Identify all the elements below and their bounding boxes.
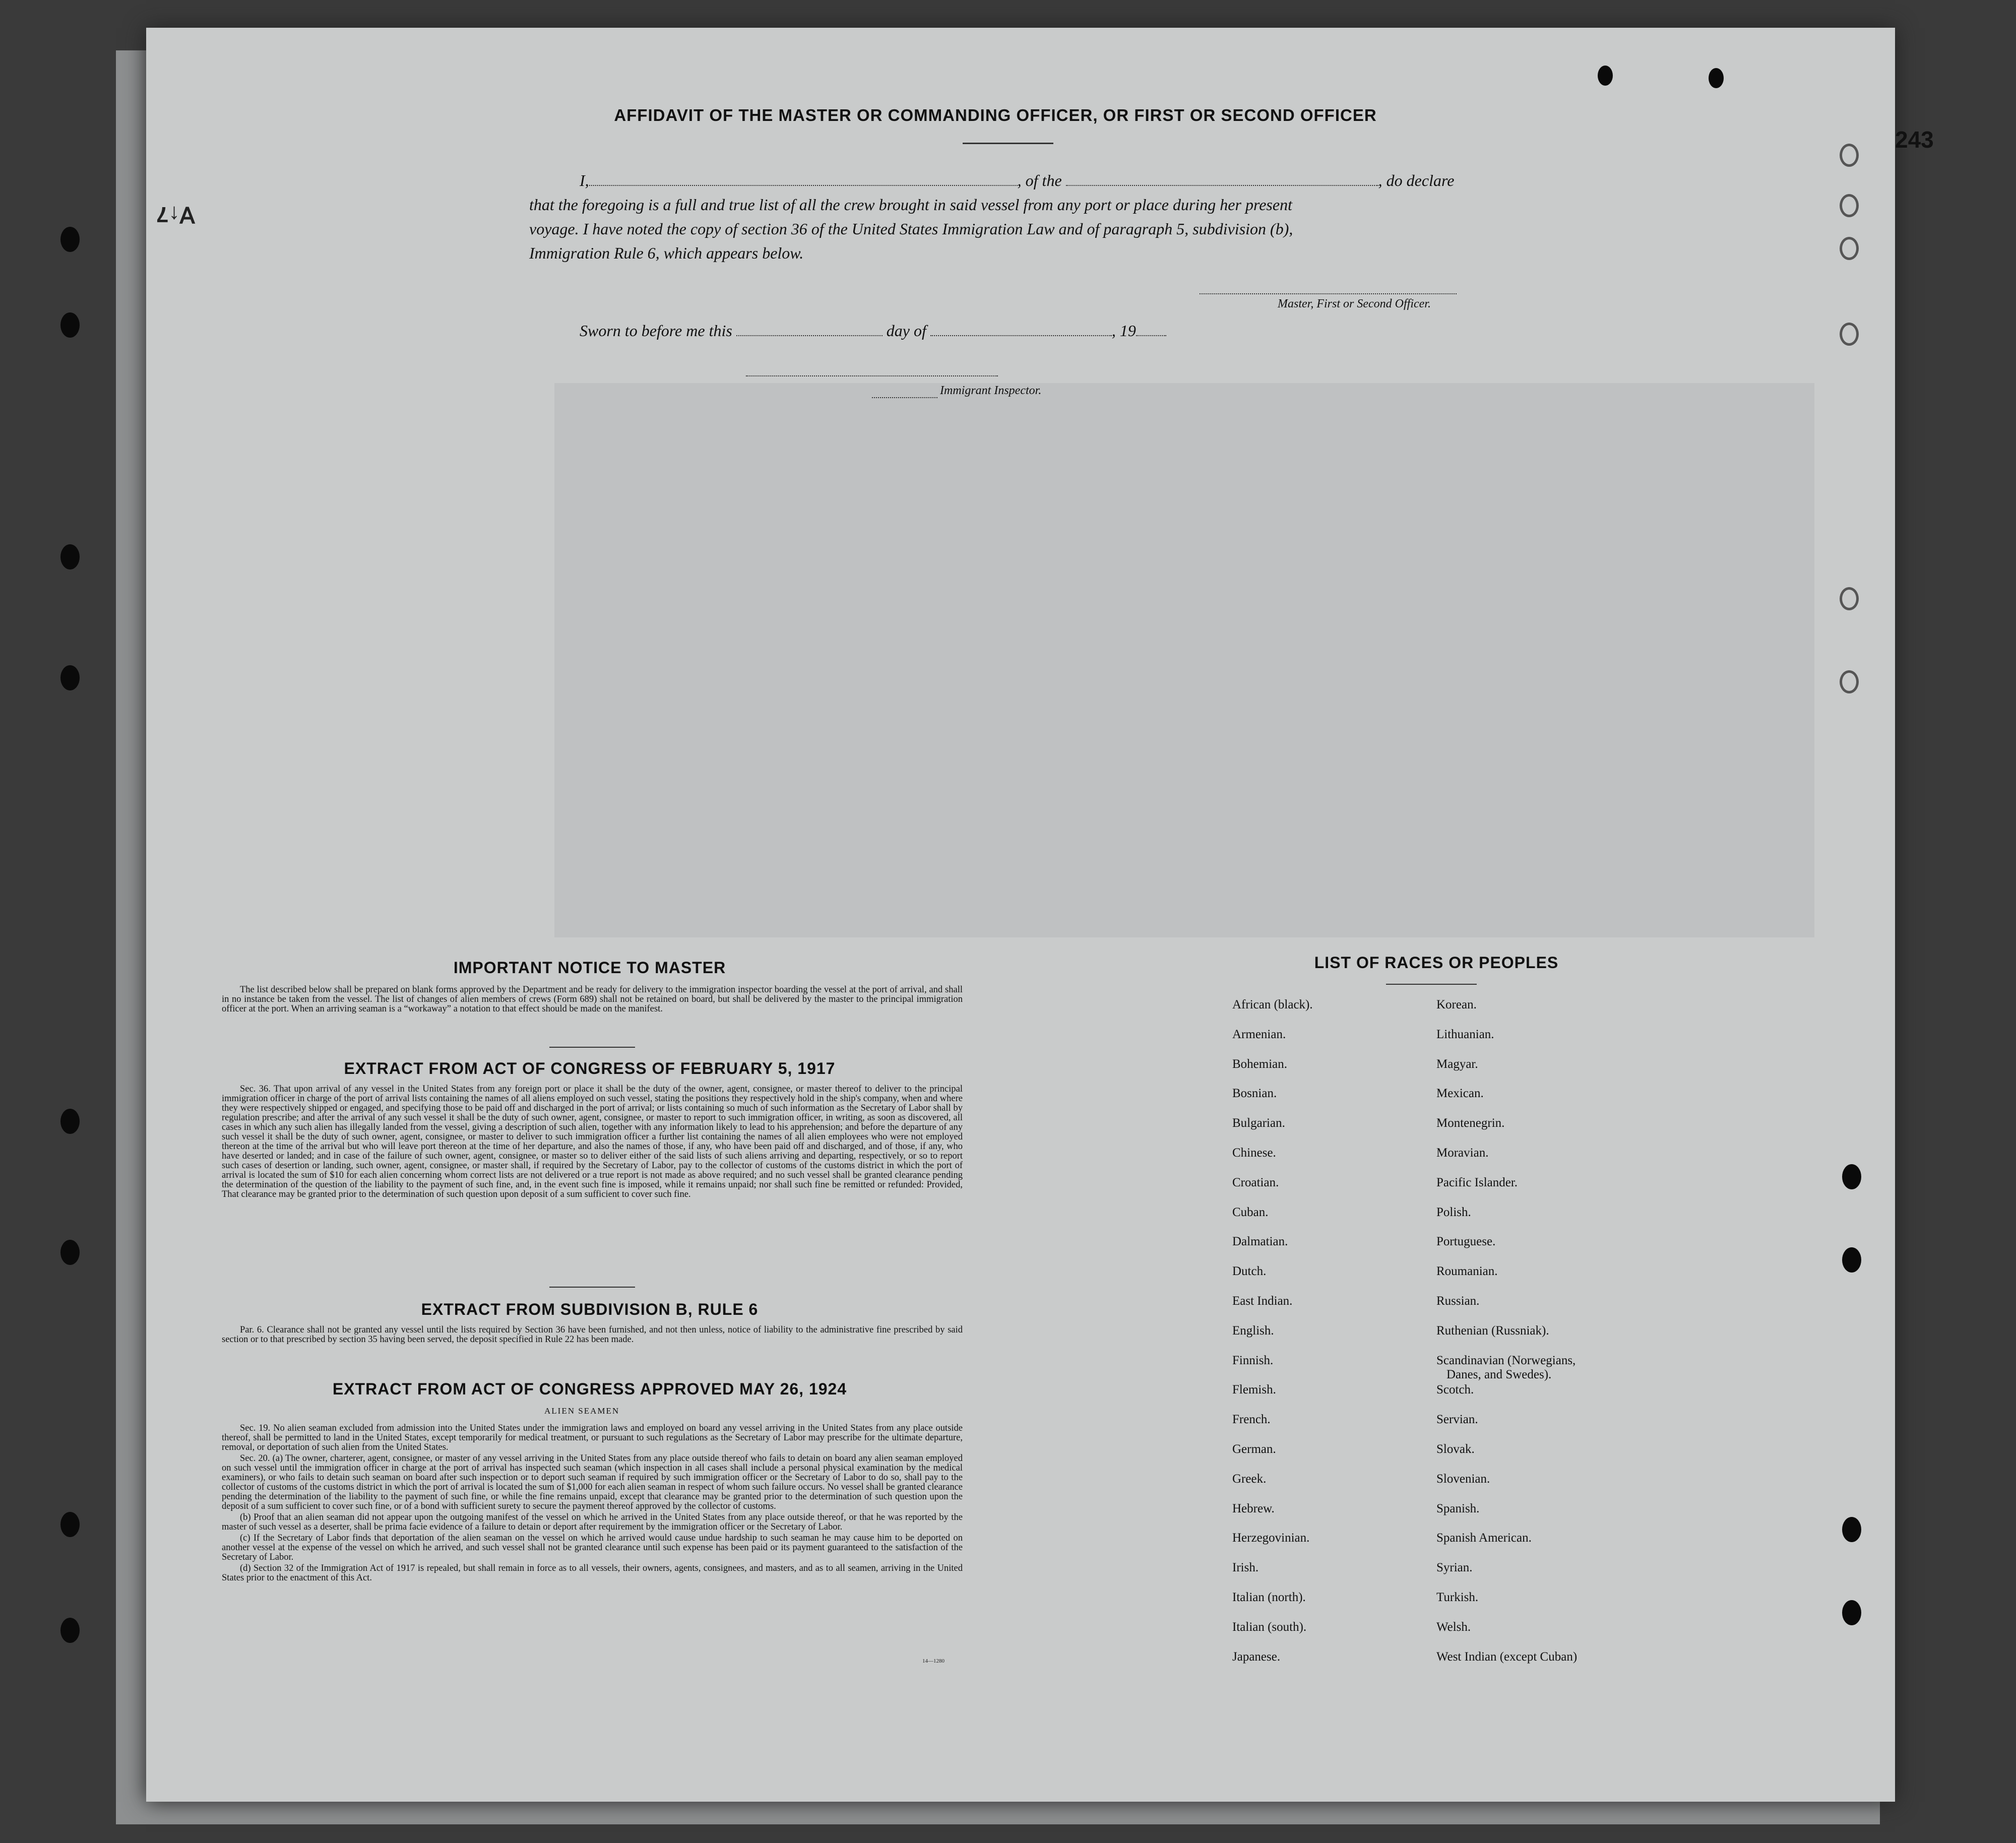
sec-20a-paragraph: Sec. 20. (a) The owner, charterer, agent, consignee, or master of any vessel arriving in the United States from any place outside thereof who fails to detain on board any alien seaman employed on such vessel until the immigration officer in charge at the port of arrival has inspected such seaman (which inspection in all cases shall include a personal physical examination by the medical examiners), or who fails to detain such seaman on board after such inspection or to deport such seaman if required by such immigration officer or the Secretary of Labor to do so, shall pay to the collector of customs of the customs district in which the port of arrival is located the sum of $1,000 for each alien seaman in respect of whom such failure occurs. No vessel shall be granted clearance pending the determination of the liability to the payment of such fine, or while the fine remains unpaid, except that clearance may be granted prior to the determination of such question upon the deposit of a sum sufficient to cover such fine, or of a bond with sufficient surety to secure the payment thereof approved by the collector of customs.: [222, 1453, 963, 1511]
race-item: Russian.: [1436, 1294, 1480, 1308]
race-item: Servian.: [1436, 1413, 1478, 1427]
divider: [1386, 984, 1477, 985]
sec-20b-paragraph: (b) Proof that an alien seaman did not appear upon the outgoing manifest of the vessel on which he arrived in the United States from any place outside thereof, or that he was reported by the master of such vessel as a deserter, shall be prima facie evidence of a failure to detain or deport after requirement by the immigration officer or the Secretary of Labor.: [222, 1512, 963, 1532]
alien-seamen-subtitle: ALIEN SEAMEN: [544, 1406, 620, 1416]
binder-hole-icon: [60, 544, 80, 569]
binder-hole-icon: [1598, 66, 1613, 86]
race-item: Scandinavian (Norwegians,: [1436, 1353, 1576, 1367]
binder-hole-icon: [60, 1512, 80, 1537]
binder-hole-icon: [60, 1109, 80, 1134]
inspector-label: Immigrant Inspector.: [940, 384, 1042, 397]
notice-paragraph: The list described below shall be prepared on blank forms approved by the Department and be ready for delivery to the immigration inspector boarding the vessel at the port of arrival, and shall in no instance be taken from the vessel. The list of changes of alien members of crews (Form 689) shall not be retained on board, but shall be delivered by the master to the principal immigration officer at the port. When an arriving seaman is a “workaway” a notation to that effect should be made on the manifest.: [222, 985, 963, 1014]
race-item: Bohemian.: [1232, 1057, 1288, 1071]
extract-rule6-title: EXTRACT FROM SUBDIVISION B, RULE 6: [421, 1300, 759, 1318]
inspector-signature-line: [746, 375, 998, 376]
race-item: Pacific Islander.: [1436, 1175, 1518, 1189]
race-item: Flemish.: [1232, 1383, 1276, 1397]
race-item: Armenian.: [1232, 1027, 1286, 1041]
notice-text: [222, 985, 963, 1015]
binder-hole-icon: [1842, 1600, 1861, 1625]
affidavit-line-1: [580, 171, 1454, 190]
race-item: Mexican.: [1436, 1087, 1484, 1101]
ring-hole-icon: [1840, 587, 1859, 610]
races-right-column: [1436, 998, 1577, 1679]
ring-hole-icon: [1840, 323, 1859, 346]
race-item: Ruthenian (Russniak).: [1436, 1323, 1549, 1338]
inspector-signature-line-short: [872, 397, 937, 398]
affidavit-declare: , do declare: [1378, 171, 1455, 189]
race-item: Portuguese.: [1436, 1235, 1496, 1249]
race-item: Bosnian.: [1232, 1087, 1277, 1101]
ring-hole-icon: [1840, 670, 1859, 693]
affidavit-line-2: that the foregoing is a full and true list of all the crew brought in said vessel from any port or place during her present: [529, 196, 1292, 214]
race-item: Lithuanian.: [1436, 1027, 1494, 1041]
race-item: Cuban.: [1232, 1205, 1269, 1219]
binder-hole-icon: [1842, 1247, 1861, 1273]
race-item: African (black).: [1232, 998, 1313, 1011]
race-item: English.: [1232, 1323, 1274, 1338]
divider: [549, 1047, 635, 1048]
binder-hole-icon: [1842, 1164, 1861, 1189]
ring-hole-icon: [1840, 194, 1859, 217]
race-item: Chinese.: [1232, 1146, 1276, 1160]
master-signature-label: Master, First or Second Officer.: [1278, 297, 1431, 310]
extract-1917-title: EXTRACT FROM ACT OF CONGRESS OF FEBRUARY 5, 1917: [344, 1059, 836, 1077]
sec-20d-paragraph: (d) Section 32 of the Immigration Act of 1917 is repealed, but shall remain in force as to all vessels, their owners, agents, consignees, and masters, and as to all seamen, arriving in the United States prior to the enactment of this Act.: [222, 1563, 963, 1583]
binder-hole-icon: [60, 1618, 80, 1643]
day-blank: [736, 323, 883, 336]
section-36-paragraph: Sec. 36. That upon arrival of any vessel in the United States from any foreign port or place it shall be the duty of the owner, agent, consignee, or master thereof to deliver to the principal immigration officer in charge of the port of arrival lists containing the names of all aliens employed on such vessel, stating the positions they respectively hold in the ship's company, when and where they were respectively shipped or engaged, and specifying those to be paid off and discharged in the port of arrival; or lists containing so much of such information as the Secretary of Labor shall by regulation prescribe; and after the arrival of any such vessel it shall be the duty of such owner, agent, consignee, or master to report to such immigration officer, in writing, as soon as discovered, all cases in which any such alien has illegally landed from the vessel, giving a description of such alien, together with any information likely to lead to his apprehension; and before the departure of any such vessel it shall be the duty of such owner, agent, consignee, or master to deliver to such immigration officer a further list containing the names of all alien employees who were not employed thereon at the time of the arrival but who will leave port thereon at the time of her departure, and also the names of those, if any, who have been paid off and discharged, and of those, if any, who have deserted or landed; and in case of the failure of such owner, agent, consignee, or master so to deliver either of the said lists of such aliens arriving and departing, respectively, or so to report such cases of desertion or landing, such owner, agent, consignee, or master shall, if required by the Secretary of Labor, pay to the collector of customs of the customs district in which the port of arrival is located the sum of $10 for each alien concerning whom correct lists are not delivered or a true report is not made as above required; and no such vessel shall be granted clearance pending the determination of the question of the liability to the payment of such fine, and, in the event such fine is imposed, while it remains unpaid; nor shall such fine be remitted or refunded: Provided, That clearance may be granted prior to the determination of such question upon deposit of a sum sufficient to cover such fine.: [222, 1084, 963, 1199]
race-item: Slovak.: [1436, 1442, 1475, 1456]
race-item: Montenegrin.: [1436, 1116, 1505, 1130]
year-blank: [1136, 323, 1166, 336]
race-item: Irish.: [1232, 1561, 1259, 1575]
binder-hole-icon: [60, 227, 80, 252]
sworn-prefix: Sworn to before me this: [580, 322, 732, 340]
notice-title: IMPORTANT NOTICE TO MASTER: [453, 959, 726, 977]
divider: [549, 1287, 635, 1288]
divider: [963, 143, 1053, 144]
ring-hole-icon: [1840, 237, 1859, 260]
race-item: Italian (north).: [1232, 1590, 1306, 1604]
race-item: Dutch.: [1232, 1264, 1267, 1279]
race-item: Turkish.: [1436, 1590, 1479, 1604]
bleed-through: [554, 383, 1814, 937]
affidavit-line-4: Immigration Rule 6, which appears below.: [529, 244, 804, 262]
race-item: Hebrew.: [1232, 1501, 1275, 1515]
binder-hole-icon: [60, 665, 80, 690]
races-title: LIST OF RACES OR PEOPLES: [1314, 954, 1559, 972]
race-item: Japanese.: [1232, 1649, 1281, 1664]
race-item: Polish.: [1436, 1205, 1471, 1219]
extract-1917-text: [222, 1085, 963, 1201]
vessel-blank: [1066, 173, 1378, 186]
race-item: French.: [1232, 1413, 1271, 1427]
race-item: Herzegovinian.: [1232, 1531, 1310, 1545]
month-blank: [930, 323, 1112, 336]
ring-hole-icon: [1840, 144, 1859, 167]
race-item: Roumanian.: [1436, 1264, 1498, 1279]
race-item: Scotch.: [1436, 1383, 1474, 1397]
form-number: 14—1280: [922, 1658, 944, 1664]
race-item: Italian (south).: [1232, 1620, 1307, 1634]
race-item: Moravian.: [1436, 1146, 1489, 1160]
sworn-day: day of: [886, 322, 926, 340]
race-item: Danes, and Swedes).: [1446, 1367, 1552, 1381]
race-item: East Indian.: [1232, 1294, 1293, 1308]
race-item: Greek.: [1232, 1472, 1267, 1486]
sworn-year: , 19: [1111, 322, 1136, 340]
extract-1924-text: [222, 1424, 963, 1584]
extract-rule6-text: [222, 1325, 963, 1346]
affidavit-title: AFFIDAVIT OF THE MASTER OR COMMANDING OFFICER, OR FIRST OR SECOND OFFICER: [614, 106, 1377, 124]
affidavit-i: I,: [580, 171, 589, 189]
sworn-line: [580, 322, 1166, 340]
binder-hole-icon: [60, 312, 80, 338]
race-item: Welsh.: [1436, 1620, 1471, 1634]
binder-hole-icon: [1842, 1517, 1861, 1542]
binder-hole-icon: [60, 1240, 80, 1265]
races-left-column: [1232, 998, 1313, 1679]
race-item: Finnish.: [1232, 1353, 1274, 1367]
binder-hole-icon: [1709, 68, 1724, 88]
extract-1924-title: EXTRACT FROM ACT OF CONGRESS APPROVED MAY 26, 1924: [332, 1380, 847, 1398]
race-item: Syrian.: [1436, 1561, 1473, 1575]
race-item: Spanish American.: [1436, 1531, 1532, 1545]
affidavit-line-3: voyage. I have noted the copy of section 36 of the United States Immigration Law and of paragraph 5, subdivision (b),: [529, 220, 1293, 238]
race-item: Slovenian.: [1436, 1472, 1490, 1486]
corner-mark: ∀↑7: [156, 202, 195, 227]
race-item: German.: [1232, 1442, 1276, 1456]
signature-line: [1200, 293, 1457, 294]
race-item: Korean.: [1436, 998, 1477, 1011]
sec-20c-paragraph: (c) If the Secretary of Labor finds that deportation of the alien seaman on the vessel on which he arrived would cause undue hardship to such seaman he may cause him to be deported on another vessel at the expense of the vessel on which he arrived, and such vessel shall not be granted clearance until such expense has been paid or its payment guaranteed to the satisfaction of the Secretary of Labor.: [222, 1533, 963, 1562]
rule6-paragraph: Par. 6. Clearance shall not be granted any vessel until the lists required by Section 36 have been furnished, and not then unless, notice of liability to the administrative fine prescribed by said section or to that prescribed by section 35 having been served, the deposit specified in Rule 22 has been made.: [222, 1325, 963, 1345]
race-item: Croatian.: [1232, 1175, 1279, 1189]
page-number: 243: [1895, 126, 1934, 153]
race-item: Magyar.: [1436, 1057, 1478, 1071]
race-item: Dalmatian.: [1232, 1235, 1288, 1249]
sec-19-paragraph: Sec. 19. No alien seaman excluded from admission into the United States under the immigration laws and employed on board any vessel arriving in the United States from any place outside thereof, shall be permitted to land in the United States, except temporarily for medical treatment, or pursuant to such regulations as the Secretary of Labor may prescribe for the ultimate departure, removal, or deportation of such alien from the United States.: [222, 1423, 963, 1452]
race-item: Spanish.: [1436, 1501, 1480, 1515]
race-item: Bulgarian.: [1232, 1116, 1285, 1130]
affidavit-of: , of the: [1017, 171, 1062, 189]
name-blank: [589, 173, 1018, 186]
race-item: West Indian (except Cuban): [1436, 1649, 1578, 1664]
